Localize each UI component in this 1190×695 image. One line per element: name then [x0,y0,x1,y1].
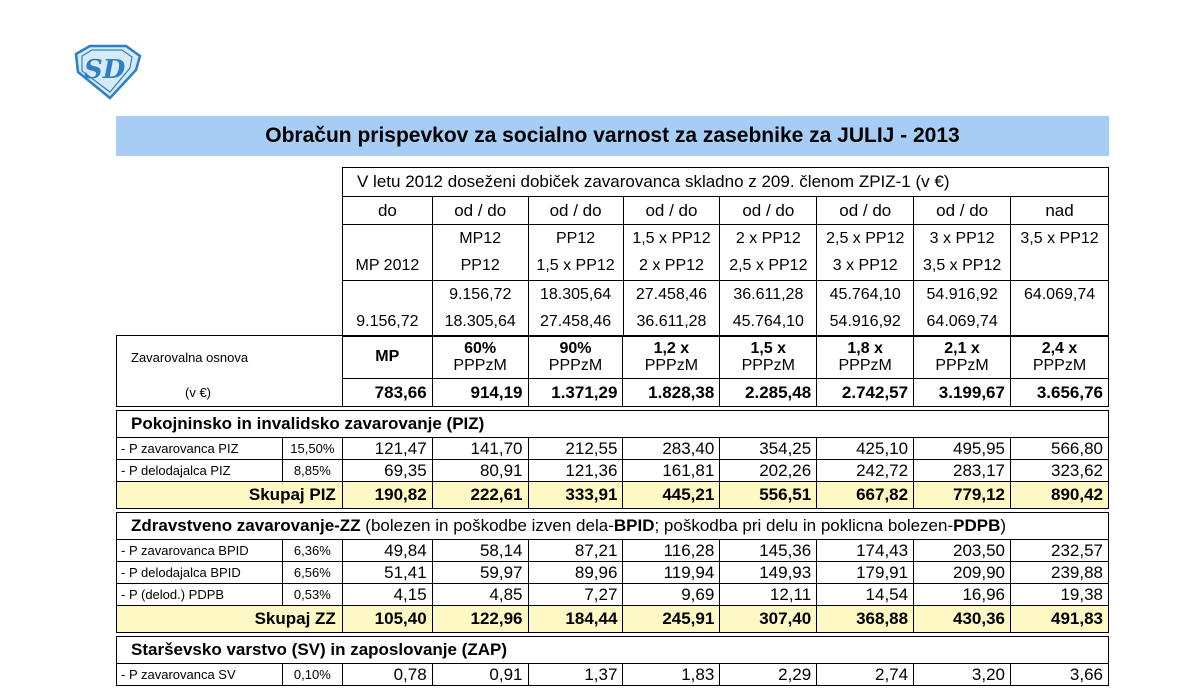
section-zz-title: Zdravstveno zavarovanje-ZZ (bolezen in poškodbe izven dela-BPID; poškodba pri delu in poklicna bolezen-PDPB) [117,513,1109,540]
basis-pct: 90% PPPzM [528,336,623,379]
zz-total: 184,44 [528,606,623,633]
cell-value: 9,69 [623,584,720,606]
bracket-from: 3 x PP12 [914,225,1011,253]
basis-pct: 60% PPPzM [432,336,528,379]
row-label: - P zavarovanca BPID [117,540,283,562]
cell-value: 119,94 [623,562,720,584]
row-rate: 0,10% [282,664,342,686]
basis-label: Zavarovalna osnova [117,336,343,379]
cell-value: 19,38 [1010,584,1108,606]
cell-value: 203,50 [914,540,1011,562]
piz-total: 890,42 [1010,482,1108,509]
bracket-to: 3 x PP12 [817,253,914,281]
cell-value: 49,84 [342,540,432,562]
cell-value: 121,36 [528,460,623,482]
amount-to: 9.156,72 [343,309,433,337]
piz-total: 445,21 [623,482,720,509]
basis-pct: 1,8 x PPPzM [817,336,914,379]
zz-total: 122,96 [432,606,528,633]
row-rate: 6,56% [282,562,342,584]
cell-value: 323,62 [1010,460,1108,482]
zz-total: 307,40 [720,606,817,633]
bracket-dodo: nad [1011,197,1109,225]
cell-value: 1,37 [528,664,623,686]
cell-value: 0,91 [432,664,528,686]
amount-from: 18.305,64 [528,281,623,309]
cell-value: 87,21 [528,540,623,562]
cell-value: 51,41 [342,562,432,584]
amount-from [343,281,433,309]
bracket-from: 2 x PP12 [720,225,817,253]
cell-value: 4,85 [432,584,528,606]
basis-pct: 2,4 x PPPzM [1010,336,1108,379]
basis-pct: 2,1 x PPPzM [914,336,1011,379]
cell-value: 1,83 [623,664,720,686]
cell-value: 161,81 [623,460,720,482]
amount-from: 64.069,74 [1011,281,1109,309]
row-label: - P zavarovanca PIZ [117,438,283,460]
cell-value: 202,26 [720,460,817,482]
amount-to: 27.458,46 [528,309,623,337]
cell-value: 3,66 [1010,664,1108,686]
basis-pct: MP [342,336,432,379]
bracket-dodo: od / do [914,197,1011,225]
cell-value: 0,78 [342,664,432,686]
amount-to: 64.069,74 [914,309,1011,337]
cell-value: 242,72 [817,460,914,482]
page-title: Obračun prispevkov za socialno varnost za zasebnike za JULIJ - 2013 [116,116,1109,156]
piz-total: 190,82 [342,482,432,509]
row-rate: 6,36% [282,540,342,562]
sd-logo [70,44,142,100]
zz-total: 105,40 [342,606,432,633]
cell-value: 149,93 [720,562,817,584]
bracket-to: 1,5 x PP12 [528,253,623,281]
basis-pct: 1,5 x PPPzM [720,336,817,379]
cell-value: 232,57 [1010,540,1108,562]
bracket-dodo: od / do [623,197,720,225]
basis-value: 3.199,67 [914,379,1011,407]
cell-value: 2,74 [817,664,914,686]
bracket-to: 2 x PP12 [623,253,720,281]
amount-to: 18.305,64 [432,309,528,337]
cell-value: 212,55 [528,438,623,460]
cell-value: 174,43 [817,540,914,562]
basis-unit: (v €) [117,379,343,407]
row-label: - P (delod.) PDPB [117,584,283,606]
basis-value: 783,66 [342,379,432,407]
cell-value: 141,70 [432,438,528,460]
bracket-to: 3,5 x PP12 [914,253,1011,281]
cell-value: 4,15 [342,584,432,606]
bracket-from: 3,5 x PP12 [1011,225,1109,253]
basis-value: 1.371,29 [528,379,623,407]
row-label: - P zavarovanca SV [117,664,283,686]
bracket-from: PP12 [528,225,623,253]
amount-from: 9.156,72 [432,281,528,309]
bracket-from: MP12 [432,225,528,253]
piz-total: 667,82 [817,482,914,509]
row-rate: 0,53% [282,584,342,606]
cell-value: 566,80 [1010,438,1108,460]
header-caption: V letu 2012 doseženi dobiček zavarovanca skladno z 209. členom ZPIZ-1 (v €) [343,168,1109,197]
row-rate: 15,50% [282,438,342,460]
basis-value: 914,19 [432,379,528,407]
cell-value: 14,54 [817,584,914,606]
basis-value: 3.656,76 [1010,379,1108,407]
cell-value: 283,17 [914,460,1011,482]
section-piz-title: Pokojninsko in invalidsko zavarovanje (PIZ) [117,411,1109,438]
cell-value: 3,20 [914,664,1011,686]
row-rate: 8,85% [282,460,342,482]
basis-pct: 1,2 x PPPzM [623,336,720,379]
bracket-from: 1,5 x PP12 [623,225,720,253]
amount-to [1011,309,1109,337]
cell-value: 495,95 [914,438,1011,460]
piz-total: 333,91 [528,482,623,509]
row-label: - P delodajalca BPID [117,562,283,584]
cell-value: 283,40 [623,438,720,460]
piz-total: 222,61 [432,482,528,509]
cell-value: 12,11 [720,584,817,606]
cell-value: 209,90 [914,562,1011,584]
cell-value: 80,91 [432,460,528,482]
cell-value: 16,96 [914,584,1011,606]
amount-from: 45.764,10 [817,281,914,309]
amount-to: 36.611,28 [623,309,720,337]
bracket-from [343,225,433,253]
basis-value: 2.742,57 [817,379,914,407]
bracket-dodo: od / do [817,197,914,225]
cell-value: 2,29 [720,664,817,686]
cell-value: 58,14 [432,540,528,562]
bracket-to: 2,5 x PP12 [720,253,817,281]
zz-total: 368,88 [817,606,914,633]
income-brackets-header [342,167,1109,337]
cell-value: 59,97 [432,562,528,584]
cell-value: 145,36 [720,540,817,562]
bracket-to: MP 2012 [343,253,433,281]
bracket-dodo: od / do [720,197,817,225]
zz-total: 430,36 [914,606,1011,633]
cell-value: 116,28 [623,540,720,562]
amount-to: 45.764,10 [720,309,817,337]
piz-total-label: Skupaj PIZ [117,482,343,509]
contributions-table [116,335,1109,686]
row-label: - P delodajalca PIZ [117,460,283,482]
svg-text:SD: SD [84,55,126,85]
zz-total: 245,91 [623,606,720,633]
amount-from: 54.916,92 [914,281,1011,309]
cell-value: 7,27 [528,584,623,606]
bracket-from: 2,5 x PP12 [817,225,914,253]
bracket-dodo: od / do [432,197,528,225]
zz-total: 491,83 [1010,606,1108,633]
bracket-dodo: do [343,197,433,225]
basis-value: 2.285,48 [720,379,817,407]
zz-total-label: Skupaj ZZ [117,606,343,633]
cell-value: 425,10 [817,438,914,460]
cell-value: 69,35 [342,460,432,482]
bracket-to: PP12 [432,253,528,281]
cell-value: 121,47 [342,438,432,460]
piz-total: 779,12 [914,482,1011,509]
cell-value: 239,88 [1010,562,1108,584]
amount-from: 36.611,28 [720,281,817,309]
section-sv-title: Starševsko varstvo (SV) in zaposlovanje (ZAP) [117,637,1109,664]
cell-value: 179,91 [817,562,914,584]
piz-total: 556,51 [720,482,817,509]
cell-value: 354,25 [720,438,817,460]
bracket-to [1011,253,1109,281]
amount-from: 27.458,46 [623,281,720,309]
basis-value: 1.828,38 [623,379,720,407]
cell-value: 89,96 [528,562,623,584]
amount-to: 54.916,92 [817,309,914,337]
bracket-dodo: od / do [528,197,623,225]
